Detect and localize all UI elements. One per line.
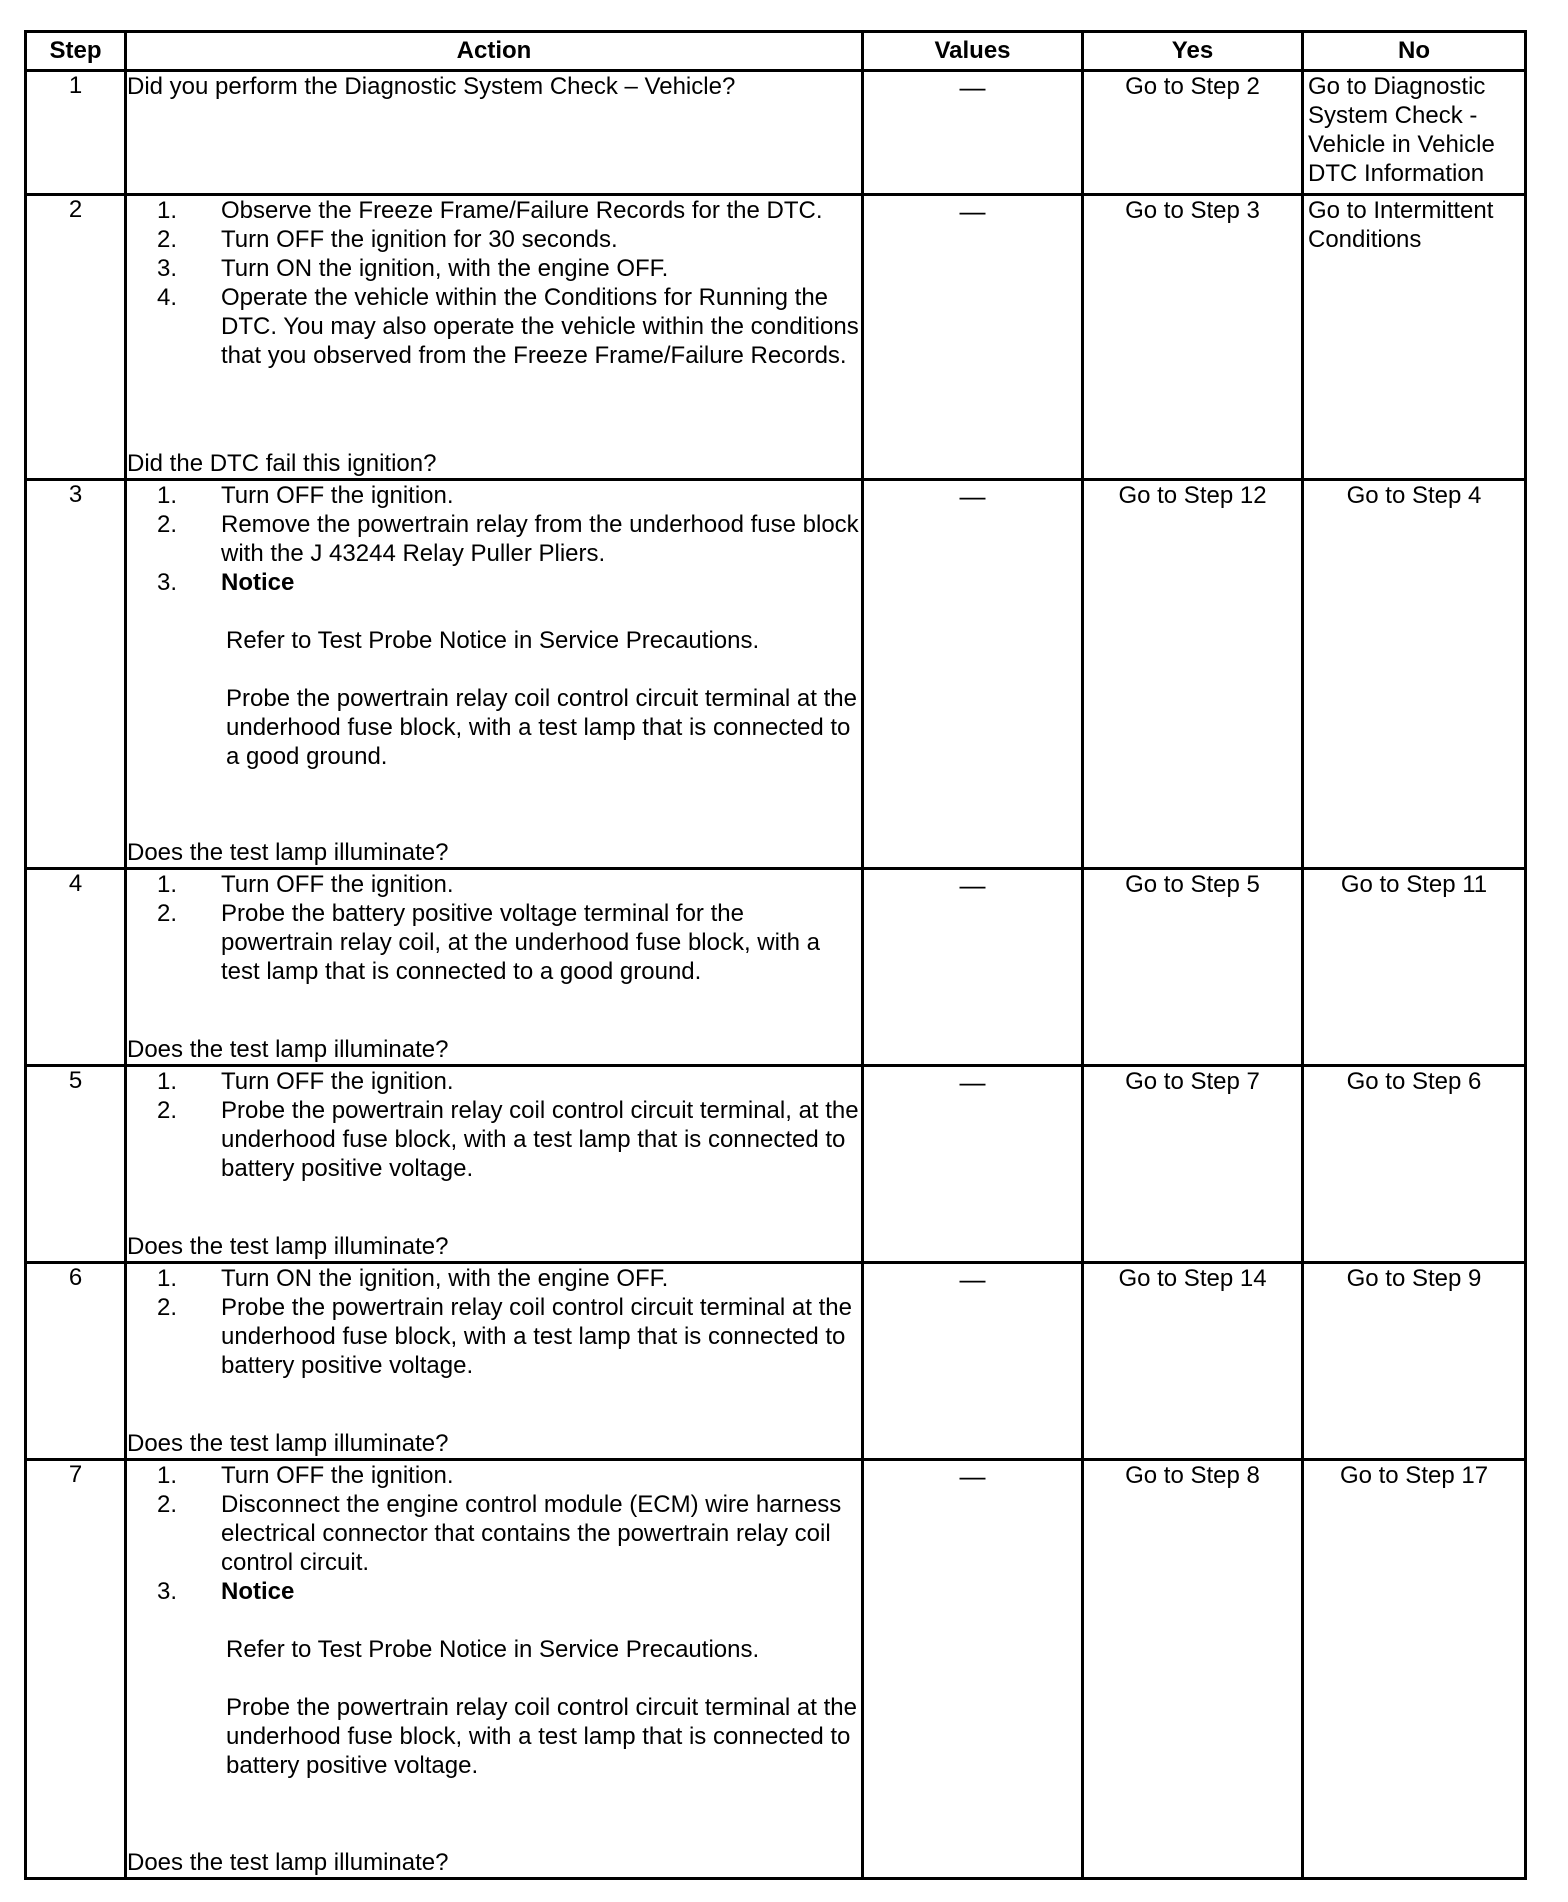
action-steps xyxy=(127,1067,861,1183)
no-cell: Go to Step 6 xyxy=(1303,1066,1526,1263)
table-row xyxy=(26,1460,1526,1879)
action-steps xyxy=(127,1264,861,1380)
action-question: Did you perform the Diagnostic System Check – Vehicle? xyxy=(127,73,736,100)
header-no: No xyxy=(1303,32,1526,71)
action-question: Does the test lamp illuminate? xyxy=(127,1430,449,1457)
yes-cell: Go to Step 12 xyxy=(1083,480,1303,869)
table-row xyxy=(26,71,1526,195)
header-yes: Yes xyxy=(1083,32,1303,71)
yes-cell: Go to Step 3 xyxy=(1083,195,1303,480)
action-cell xyxy=(126,1066,863,1263)
list-item: 1. Turn OFF the ignition. xyxy=(156,871,454,898)
step-number: 1 xyxy=(26,71,126,195)
list-item: 2. Turn OFF the ignition for 30 seconds. xyxy=(156,226,618,253)
action-question: Did the DTC fail this ignition? xyxy=(127,450,437,477)
yes-cell: Go to Step 14 xyxy=(1083,1263,1303,1460)
list-item: 1. Turn OFF the ignition. xyxy=(156,1068,454,1095)
action-cell xyxy=(126,71,863,195)
values-cell: — xyxy=(863,1263,1083,1460)
list-item: 1. Observe the Freeze Frame/Failure Records for the DTC. xyxy=(156,197,823,224)
step-number: 5 xyxy=(26,1066,126,1263)
no-cell: Go to Step 17 xyxy=(1303,1460,1526,1879)
action-question: Does the test lamp illuminate? xyxy=(127,1036,449,1063)
no-cell: Go to Step 11 xyxy=(1303,869,1526,1066)
list-item: 3. Turn ON the ignition, with the engine OFF. xyxy=(156,255,669,282)
list-item: 2. Remove the powertrain relay from the underhood fuse block with the J 43244 Relay Puller Pliers. xyxy=(156,511,859,567)
action-steps xyxy=(127,481,861,597)
no-cell: Go to Intermittent Conditions xyxy=(1303,195,1526,480)
step-number: 2 xyxy=(26,195,126,480)
values-cell: — xyxy=(863,1066,1083,1263)
table-row xyxy=(26,1263,1526,1460)
no-cell: Go to Step 9 xyxy=(1303,1263,1526,1460)
header-step: Step xyxy=(26,32,126,71)
table-row xyxy=(26,1066,1526,1263)
header-action: Action xyxy=(126,32,863,71)
header-values: Values xyxy=(863,32,1083,71)
action-question: Does the test lamp illuminate? xyxy=(127,1849,449,1876)
step-number: 7 xyxy=(26,1460,126,1879)
notice-reference: Refer to Test Probe Notice in Service Precautions. xyxy=(226,1636,760,1663)
notice-reference: Refer to Test Probe Notice in Service Precautions. xyxy=(226,627,760,654)
step-number: 3 xyxy=(26,480,126,869)
list-item: 2. Disconnect the engine control module (ECM) wire harness electrical connector that contains the powertrain relay coil control circuit. xyxy=(156,1491,842,1576)
no-cell: Go to Diagnostic System Check - Vehicle in Vehicle DTC Information xyxy=(1303,71,1526,195)
yes-cell: Go to Step 7 xyxy=(1083,1066,1303,1263)
action-cell xyxy=(126,1460,863,1879)
header-row xyxy=(26,32,1526,71)
step-number: 4 xyxy=(26,869,126,1066)
action-steps xyxy=(127,870,861,986)
table-row xyxy=(26,869,1526,1066)
table-row xyxy=(26,480,1526,869)
values-cell: — xyxy=(863,1460,1083,1879)
action-steps xyxy=(127,196,861,370)
list-item: 2. Probe the powertrain relay coil control circuit terminal at the underhood fuse block, with a test lamp that is connected to battery positive voltage. xyxy=(156,1294,852,1379)
yes-cell: Go to Step 2 xyxy=(1083,71,1303,195)
action-cell xyxy=(126,1263,863,1460)
action-cell xyxy=(126,195,863,480)
list-item: 4. Operate the vehicle within the Conditions for Running the DTC. You may also operate the vehicle within the conditions that you observed from the Freeze Frame/Failure Records. xyxy=(156,284,859,369)
list-item: 2. Probe the battery positive voltage terminal for the powertrain relay coil, at the underhood fuse block, with a test lamp that is connected to a good ground. xyxy=(156,900,821,985)
values-cell: — xyxy=(863,195,1083,480)
action-question: Does the test lamp illuminate? xyxy=(127,1233,449,1260)
action-cell xyxy=(126,480,863,869)
probe-instruction: Probe the powertrain relay coil control circuit terminal at the underhood fuse block, with a test lamp that is connected to a good ground. xyxy=(226,685,857,770)
list-item: 2. Probe the powertrain relay coil control circuit terminal, at the underhood fuse block, with a test lamp that is connected to battery positive voltage. xyxy=(156,1097,859,1182)
probe-instruction: Probe the powertrain relay coil control circuit terminal at the underhood fuse block, with a test lamp that is connected to battery positive voltage. xyxy=(226,1694,857,1779)
table-row xyxy=(26,195,1526,480)
list-item: 1. Turn OFF the ignition. xyxy=(156,1462,454,1489)
action-cell xyxy=(126,869,863,1066)
step-number: 6 xyxy=(26,1263,126,1460)
values-cell: — xyxy=(863,869,1083,1066)
list-item: 1. Turn ON the ignition, with the engine OFF. xyxy=(156,1265,669,1292)
values-cell: — xyxy=(863,71,1083,195)
values-cell: — xyxy=(863,480,1083,869)
list-item: 3. Notice xyxy=(156,569,295,596)
yes-cell: Go to Step 5 xyxy=(1083,869,1303,1066)
yes-cell: Go to Step 8 xyxy=(1083,1460,1303,1879)
list-item: 3. Notice xyxy=(156,1578,295,1605)
diagnostic-table xyxy=(24,30,1527,1880)
list-item: 1. Turn OFF the ignition. xyxy=(156,482,454,509)
action-steps xyxy=(127,1461,861,1606)
action-question: Does the test lamp illuminate? xyxy=(127,839,449,866)
no-cell: Go to Step 4 xyxy=(1303,480,1526,869)
